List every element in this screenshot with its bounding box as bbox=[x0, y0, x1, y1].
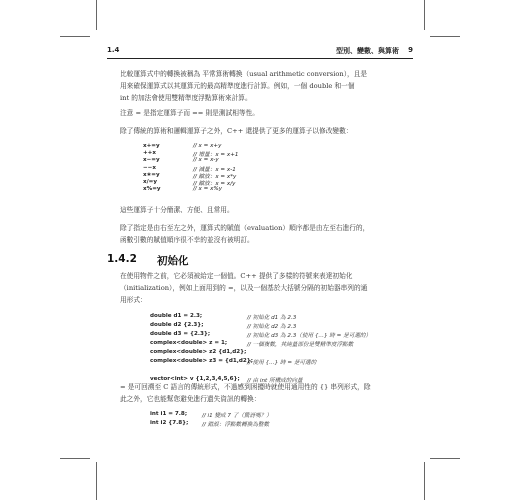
paragraph-list-init bbox=[120, 381, 413, 405]
text-line: 這些運算子十分簡潔、方便、且常用。 bbox=[120, 206, 234, 214]
paragraph-conversion bbox=[120, 68, 413, 104]
crop-mark bbox=[60, 458, 90, 459]
operator-code: x%=y bbox=[143, 186, 161, 193]
code-text: int i1 = 7.8; bbox=[150, 411, 188, 417]
operator-comment: // 減量：x = x-1 bbox=[193, 166, 236, 173]
code-comment: // 由 int 所構成的向量 bbox=[247, 378, 303, 384]
code-text: int i2 {7.8}; bbox=[150, 420, 189, 426]
crop-mark bbox=[430, 458, 460, 459]
crop-mark bbox=[96, 462, 97, 500]
text-line: 比較運算式中的轉換被稱為 平常算術轉換（usual arithmetic conversion），且是 bbox=[120, 70, 368, 78]
code-comment: // 初始化 d3 為 2.3（使用 {…} 時 = 是可選的） bbox=[247, 333, 372, 339]
code-comment: // i1 變成 7 了（驚訝嗎？） bbox=[202, 413, 272, 419]
code-text: complex<double> z = 1; bbox=[150, 340, 228, 346]
text-line: 此之外，它也能幫您避免進行遺失資訊的轉換： bbox=[120, 395, 261, 403]
operator-code: x+=y bbox=[143, 143, 160, 149]
text-line: 在使用物件之前，它必須被給定一個值。C++ 提供了多樣的符號來表達初始化 bbox=[120, 272, 353, 280]
operator-code: −−x bbox=[143, 164, 156, 171]
operator-code: x∗=y bbox=[143, 171, 160, 178]
code-text: double d3 = {2.3}; bbox=[150, 331, 211, 337]
operator-comment: // x = x%y bbox=[193, 186, 223, 193]
text-line: 注意 = 是指定運算子而 == 則是測試相等性。 bbox=[120, 109, 259, 117]
section-heading-number: 1.4.2 bbox=[107, 253, 137, 265]
crop-mark bbox=[96, 0, 97, 30]
text-line: 用形式： bbox=[120, 296, 147, 304]
text-line: （initialization），例如上面用到的 =，以及一個基於大括號分隔的初始器串列的通 bbox=[120, 284, 368, 292]
paragraph-operators-intro bbox=[120, 125, 413, 137]
code-text: double d1 = 2.3; bbox=[150, 313, 203, 319]
paragraph-note bbox=[120, 107, 413, 119]
text-line: 用來確保運算式以其運算元的最高精準度進行計算。例如，一個 double 和一個 bbox=[120, 82, 355, 90]
text-line: 除了指定是由右至左之外，運算式的賦值（evaluation）順序都是由左至右進行的， bbox=[120, 224, 370, 232]
code-text: double d2 {2.3}; bbox=[150, 322, 204, 328]
code-comment: // 初始化 d1 為 2.3 bbox=[247, 315, 297, 321]
operator-code: x/=y bbox=[143, 178, 157, 185]
text-line: 函數引數的賦值順序很不幸的並沒有被明訂。 bbox=[120, 236, 254, 244]
text-line: 除了傳統的算術和邏輯運算子之外，C++ 還提供了更多的運算子以修改變數： bbox=[120, 127, 353, 135]
code-comment: // 使用 {…} 時 = 是可選的 bbox=[247, 360, 317, 366]
section-number: 1.4 bbox=[107, 46, 120, 54]
operator-code: x−=y bbox=[143, 157, 160, 164]
operator-code: ++x bbox=[143, 150, 156, 157]
crop-mark bbox=[430, 36, 460, 37]
code-text: complex<double> z2 {d1,d2}; bbox=[150, 349, 247, 355]
crop-mark bbox=[424, 462, 425, 500]
operator-comment: // 增量：x = x+1 bbox=[193, 152, 239, 159]
code-comment: // 一個複數，其純量部份是雙精準度浮點數 bbox=[247, 342, 354, 348]
chapter-title: 型別、變數、與算術 bbox=[336, 47, 399, 55]
text-line: = 是可回溯至 C 語言的傳統形式，不過感到困擾時就使用通用性的 {} 串列形式，除 bbox=[120, 383, 371, 391]
page-number: 9 bbox=[408, 46, 413, 54]
crop-mark bbox=[424, 0, 425, 30]
code-comment: // 初始化 d2 為 2.3 bbox=[247, 324, 297, 330]
crop-mark bbox=[60, 36, 90, 37]
text-line: int 的加法會使用雙精準度浮點算術來計算。 bbox=[120, 94, 252, 102]
operator-comment: // x = x-y bbox=[193, 157, 219, 164]
code-text: complex<double> z3 = {d1,d2}; bbox=[150, 358, 254, 364]
paragraph-evaluation-order bbox=[120, 222, 413, 246]
section-heading-title: 初始化 bbox=[157, 255, 189, 267]
header-rule bbox=[107, 58, 413, 59]
operator-comment: // x = x+y bbox=[193, 143, 222, 149]
paragraph-initialization bbox=[120, 270, 413, 306]
operator-comment: // 縮放：x = x/y bbox=[193, 180, 236, 187]
code-text: vector<int> v {1,2,3,4,5,6}; bbox=[150, 376, 240, 382]
running-header bbox=[107, 44, 413, 58]
paragraph-operators-note bbox=[120, 204, 413, 216]
code-comment: // 錯誤：浮點數轉換為整數 bbox=[202, 422, 270, 428]
operator-comment: // 縮放：x = x*y bbox=[193, 173, 237, 180]
